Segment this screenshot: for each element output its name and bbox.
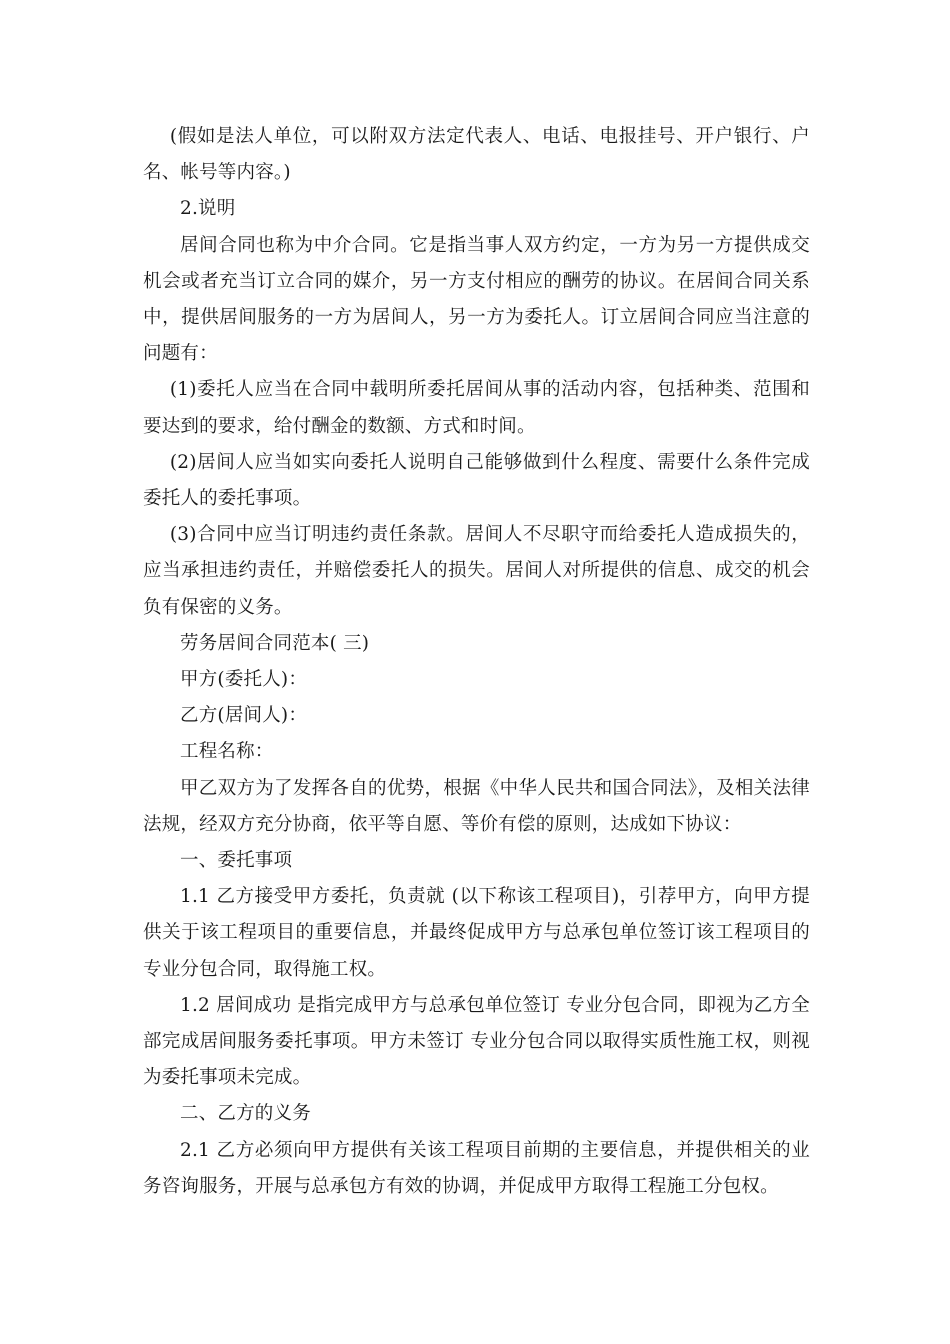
clause-1-1: 1.1 乙方接受甲方委托，负责就 (以下称该工程项目)，引荐甲方，向甲方提供关于该工程项目的重要信息，并最终促成甲方与总承包单位签订该工程项目的 专业分包合同，取得施工权。 xyxy=(143,886,810,980)
project-name-field: 工程名称： xyxy=(180,741,274,763)
list-item-3: (3)合同中应当订明违约责任条款。居间人不尽职守而给委托人造成损失的，应当承担违约责任，并赔偿委托人的损失。居间人对所提供的信息、成交的机会负有保密的义务。 xyxy=(143,524,810,618)
section-heading-party-b-obligations: 二、乙方的义务 xyxy=(180,1103,311,1125)
list-item-1: (1)委托人应当在合同中载明所委托居间从事的活动内容，包括种类、范围和要达到的要求，给付酬金的数额、方式和时间。 xyxy=(143,379,810,437)
paragraph-preamble: 甲乙双方为了发挥各自的优势，根据《中华人民共和国合同法》，及相关法律法规，经双方充分协商，依平等自愿、等价有偿的原则，达成如下协议： xyxy=(143,777,810,835)
clause-2-1: 2.1 乙方必须向甲方提供有关该工程项目前期的主要信息，并提供相关的业务咨询服务，开展与总承包方有效的协调，并促成甲方取得工程施工分包权。 xyxy=(143,1139,810,1197)
document-body xyxy=(143,119,810,1205)
section-heading-entrusted-matters: 一、委托事项 xyxy=(180,850,293,872)
section-heading-explanation: 2.说明 xyxy=(180,198,236,220)
paragraph-intermediary-definition: 居间合同也称为中介合同。它是指当事人双方约定，一方为另一方提供成交机会或者充当订立合同的媒介，另一方支付相应的酬劳的协议。在居间合同关系中，提供居间服务的一方为居间人，另一方为委托人。订立居间合同应当注意的问题有： xyxy=(143,234,810,365)
party-a-field: 甲方(委托人)： xyxy=(180,669,308,691)
paragraph-legal-entity-note: (假如是法人单位，可以附双方法定代表人、电话、电报挂号、开户银行、户名、帐号等内容。) xyxy=(143,126,810,184)
party-b-field: 乙方(居间人)： xyxy=(180,705,308,727)
clause-1-2: 1.2 居间成功 是指完成甲方与总承包单位签订 专业分包合同，即视为乙方全部完成居间服务委托事项。甲方未签订 专业分包合同以取得实质性施工权，则视为委托事项未完成。 xyxy=(143,994,810,1089)
contract-title: 劳务居间合同范本( 三) xyxy=(180,632,370,654)
list-item-2: (2)居间人应当如实向委托人说明自己能够做到什么程度、需要什么条件完成委托人的委托事项。 xyxy=(143,451,810,510)
